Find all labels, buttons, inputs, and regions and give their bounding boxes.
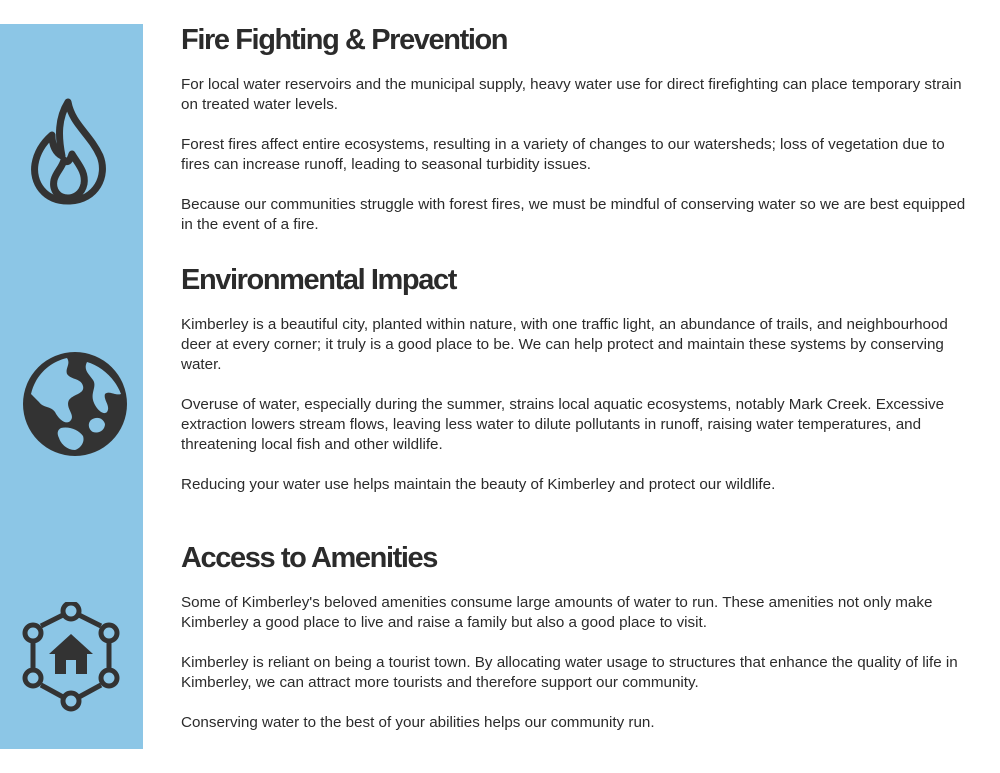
section-environmental-impact [181, 263, 971, 495]
section-paragraph: Kimberley is a beautiful city, planted within nature, with one traffic light, an abundance of trails, and neighbourhood deer at every corner; it truly is a good place to be. We can help protect and maintain these systems by conserving water. [181, 316, 948, 373]
fire-icon [28, 98, 112, 206]
section-paragraph: Overuse of water, especially during the summer, strains local aquatic ecosystems, notably Mark Creek. Excessive extraction lowers stream flows, leaving less water to dilute pollutants in runoff, raising water temperatures, and threatening local fish and other wildlife. [181, 396, 945, 453]
community-home-icon [21, 602, 121, 712]
section-paragraph: Because our communities struggle with forest fires, we must be mindful of conserving water so we are best equipped in the event of a fire. [181, 196, 966, 233]
sidebar-band [0, 24, 143, 749]
section-paragraph: Some of Kimberley's beloved amenities consume large amounts of water to run. These amenities not only make Kimberley a good place to live and raise a family but also a good place to visit. [181, 594, 933, 631]
section-paragraph: Kimberley is reliant on being a tourist town. By allocating water usage to structures that enhance the quality of life in Kimberley, we can attract more tourists and therefore support our community. [181, 654, 958, 691]
section-access-to-amenities [181, 541, 971, 733]
section-fire-fighting [181, 23, 971, 235]
section-title: Environmental Impact [181, 264, 456, 296]
section-title: Fire Fighting & Prevention [181, 24, 508, 56]
section-paragraph: Conserving water to the best of your abilities helps our community run. [181, 714, 655, 731]
section-paragraph: Reducing your water use helps maintain the beauty of Kimberley and protect our wildlife. [181, 476, 776, 493]
globe-icon [21, 350, 129, 458]
section-title: Access to Amenities [181, 542, 437, 574]
section-paragraph: Forest fires affect entire ecosystems, resulting in a variety of changes to our watersheds; loss of vegetation due to fires can increase runoff, leading to seasonal turbidity issues. [181, 136, 945, 173]
section-paragraph: For local water reservoirs and the municipal supply, heavy water use for direct firefighting can place temporary strain on treated water levels. [181, 76, 962, 113]
